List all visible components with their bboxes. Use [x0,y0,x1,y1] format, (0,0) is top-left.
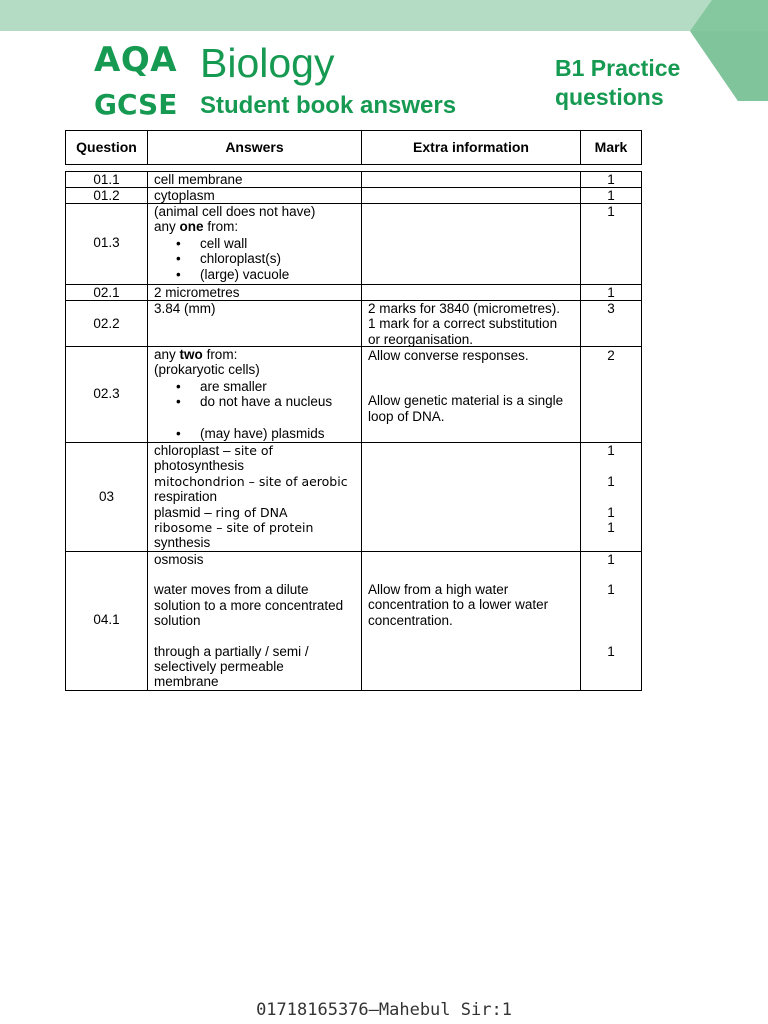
answer-text: cell membrane [154,172,243,187]
table-border [580,171,581,691]
answer-text: site of [234,443,273,458]
question-number: 02.1 [93,285,120,300]
extra-info-text: concentration. [368,612,453,628]
answer-bullet: • cell wall [154,236,359,251]
answer-block [154,347,359,441]
section-title-line2: questions [555,84,664,110]
answer-emphasis: one [179,219,204,235]
extra-info-text: Allow genetic material is a single [368,393,564,409]
table-border [361,171,362,691]
answer-text: water moves from a dilute [154,582,309,598]
extra-info-block [368,301,579,347]
answer-bullet: • do not have a nucleus [154,394,359,409]
answer-bullet: • chloroplast(s) [154,251,359,266]
answer-text: mitochondrion – site of aerobic [154,473,348,489]
table-border [641,171,642,691]
aqa-logo-text: AQA [94,40,178,80]
answer-text [154,505,359,520]
mark-value: 1 [607,552,615,567]
answer-text: through a partially / semi / [154,643,309,659]
section-title [555,54,680,112]
mark-value: 1 [607,188,615,203]
answer-text: ring of DNA [215,504,288,520]
answer-text: photosynthesis [154,458,245,474]
question-number: 02.2 [93,316,120,331]
mark-value: 1 [607,443,615,458]
mark-value: 1 [607,172,615,187]
column-header-question: Question [76,139,137,155]
answer-text [154,443,359,458]
answer-bullet: • (large) vacuole [154,267,359,282]
answer-text: chloroplast – [154,443,231,458]
table-border [147,171,148,691]
answer-text: (animal cell does not have) [154,204,316,219]
answer-block [154,552,359,690]
answer-text: synthesis [154,535,211,551]
subject-title: Biology [200,40,335,86]
column-header-extra: Extra information [413,139,529,155]
table-border [65,171,642,172]
question-number: 01.3 [93,235,120,250]
mark-value: 1 [607,644,615,659]
answer-text: any [154,347,176,362]
answer-bullet: • are smaller [154,379,359,394]
answer-text: from: [207,219,239,235]
mark-value: 1 [607,520,615,535]
question-number: 01.2 [93,188,120,203]
extra-info-text: Allow converse responses. [368,348,529,363]
mark-value: 1 [607,582,615,597]
table-border [65,187,642,188]
mark-value: 1 [607,505,615,520]
extra-info-text: Allow from a high water [368,582,509,597]
answer-text: cytoplasm [154,188,215,203]
extra-info-text: or reorganisation. [368,331,474,347]
question-number: 01.1 [93,172,120,187]
mark-value: 1 [607,285,615,300]
extra-info-block [368,348,579,424]
table-border [65,130,642,131]
mark-value: 1 [607,204,615,219]
answer-text: 2 micrometres [154,285,240,300]
section-title-line1: B1 Practice [555,55,681,81]
answer-block [154,204,359,282]
answer-text: membrane [154,674,219,690]
mark-value: 3 [607,301,615,316]
gcse-logo-text: GCSE [94,88,178,121]
table-border [641,130,642,165]
answer-text: 3.84 (mm) [154,301,216,316]
answer-text: from: [206,347,238,362]
extra-info-block [368,582,579,628]
extra-info-text: 1 mark for a correct substitution [368,316,558,332]
answer-text: (prokaryotic cells) [154,362,260,378]
page-footer: 01718165376–Mahebul Sir:1 [256,1000,512,1020]
answer-text [154,219,359,234]
answer-text: selectively permeable [154,659,284,675]
answer-text: osmosis [154,552,204,567]
answer-emphasis: two [179,347,203,362]
column-header-mark: Mark [594,139,628,155]
answer-bullet: • (may have) plasmids [154,426,359,441]
answer-block [154,443,359,551]
table-border [65,284,642,285]
answer-text: any [154,219,176,235]
mark-value: 2 [607,348,615,363]
extra-info-text: 2 marks for 3840 (micrometres). [368,301,561,316]
column-header-answers: Answers [225,139,284,155]
answer-text: plasmid – [154,504,212,520]
question-number: 02.3 [93,386,120,401]
extra-info-text: loop of DNA. [368,408,445,424]
table-border [65,164,642,165]
question-number: 04.1 [93,612,120,627]
question-number: 03 [98,489,115,504]
answer-text: solution [154,613,201,629]
table-border [65,690,642,691]
answer-text: respiration [154,489,218,505]
mark-value: 1 [607,474,615,489]
answer-text: solution to a more concentrated [154,597,344,613]
answer-text [154,347,359,362]
answer-text: ribosome – site of protein [154,520,314,536]
page-subtitle: Student book answers [200,92,457,119]
extra-info-text: concentration to a lower water [368,597,549,613]
